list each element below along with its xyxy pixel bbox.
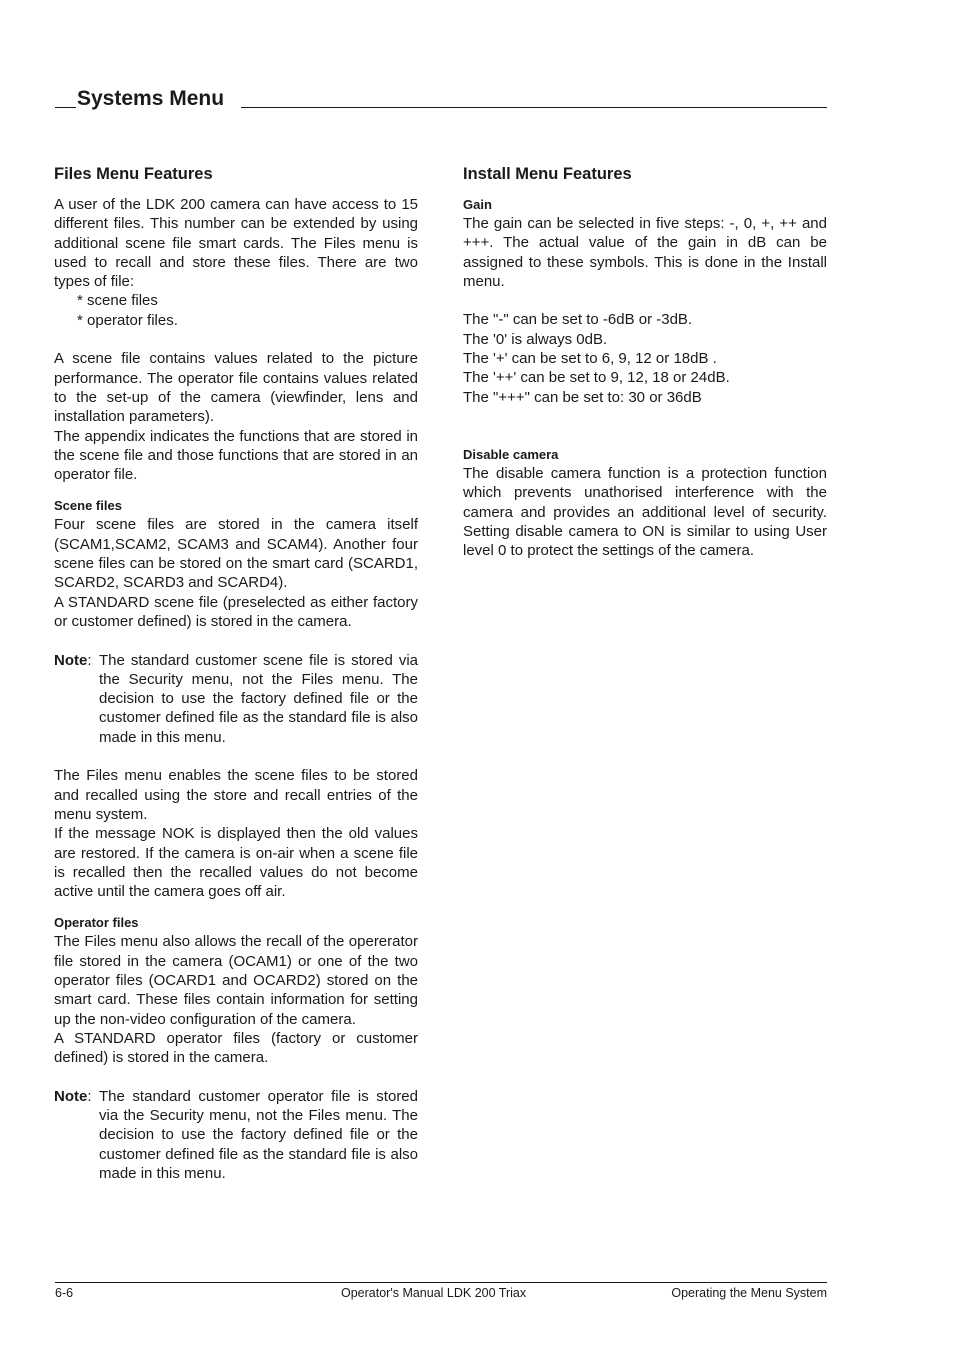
note-text: The standard customer operator file is stored via the Security menu, not the Files menu. The decision to use the factory defined file or the customer defined file as the standard file is also made in this menu. (99, 1087, 418, 1182)
gain-line: The '0' is always 0dB. (463, 330, 608, 348)
scene-files-paragraph-2: A STANDARD scene file (preselected as either factory or customer defined) is stored in the camera. (54, 593, 418, 630)
files-menu-paragraph: The Files menu enables the scene files to be stored and recalled using the store and recall entries of the menu system. (54, 767, 418, 823)
note-operator (54, 1087, 418, 1183)
gain-line: The "+++" can be set to: 30 or 36dB (463, 388, 702, 406)
appendix-paragraph: The appendix indicates the functions that are stored in the scene file and those functions that are stored in an operator file. (54, 427, 418, 484)
section-title: Operating the Menu System (671, 1286, 827, 1300)
nok-paragraph: If the message NOK is displayed then the old values are restored. If the camera is on-air when a scene file is recalled then the recalled values do not become active until the camera goes off air. (54, 825, 418, 901)
gain-line: The '+' can be set to 6, 9, 12 or 18dB . (463, 350, 717, 368)
disable-camera-paragraph: The disable camera function is a protection function which prevents unathorised interference with the camera and provides an additional level of security. Setting disable camera to ON is similar to using User level 0 to protect the settings of the camera. (463, 464, 827, 560)
gain-line: The '++' can be set to 9, 12, 18 or 24dB. (463, 369, 730, 387)
operator-files-paragraph-2: A STANDARD operator files (factory or customer defined) is stored in the camera. (54, 1029, 418, 1067)
disable-camera-heading: Disable camera (463, 446, 559, 462)
manual-title: Operator's Manual LDK 200 Triax (341, 1286, 527, 1300)
scene-files-paragraph-1: Four scene files are stored in the camera itself (SCAM1,SCAM2, SCAM3 and SCAM4). Another four scene files can be stored on the smart card (SCARD1, SCARD2, SCARD3 and SCARD4). (54, 516, 418, 592)
note-label: Note: (54, 1087, 92, 1105)
operator-files-heading: Operator files (54, 915, 139, 931)
install-menu-heading: Install Menu Features (463, 165, 632, 183)
page-number: 6-6 (55, 1286, 74, 1300)
gain-paragraph: The gain can be selected in five steps: -, 0, +, ++ and +++. The actual value of the gain in dB can be assigned to these symbols. This is done in the Install menu. (463, 215, 827, 290)
header-lead-rule (55, 107, 76, 108)
gain-line: The "-" can be set to -6dB or -3dB. (463, 311, 693, 329)
scene-files-heading: Scene files (54, 498, 122, 514)
page-header (55, 86, 827, 110)
operator-files-paragraph-1: The Files menu also allows the recall of the opererator file stored in the camera (OCAM1) or one of the two operator files (OCARD1 and OCARD2) stored on the smart card. These files contain information for setting up the non-video configuration of the camera. (54, 933, 418, 1028)
page-footer (55, 1282, 827, 1300)
list-item: * operator files. (77, 311, 178, 329)
files-menu-heading: Files Menu Features (54, 165, 213, 183)
note-scene (54, 651, 418, 747)
files-intro: A user of the LDK 200 camera can have access to 15 different files. This number can be extended by using additional scene file smart cards. The Files menu is used to recall and store these files. There are two types of file: (54, 196, 418, 291)
header-rule (241, 107, 827, 108)
left-column (54, 164, 418, 1183)
gain-heading: Gain (463, 197, 492, 212)
page-title: Systems Menu (77, 87, 225, 110)
note-text: The standard customer scene file is stored via the Security menu, not the Files menu. The decision to use the factory defined file or the customer defined file as the standard file is also made in this menu. (99, 651, 418, 746)
note-label: Note: (54, 651, 92, 669)
scene-file-paragraph: A scene file contains values related to the picture performance. The operator file contains values related to the set-up of the camera (viewfinder, lens and installation parameters). (54, 350, 418, 426)
list-item: * scene files (77, 292, 158, 310)
right-column (463, 164, 827, 560)
